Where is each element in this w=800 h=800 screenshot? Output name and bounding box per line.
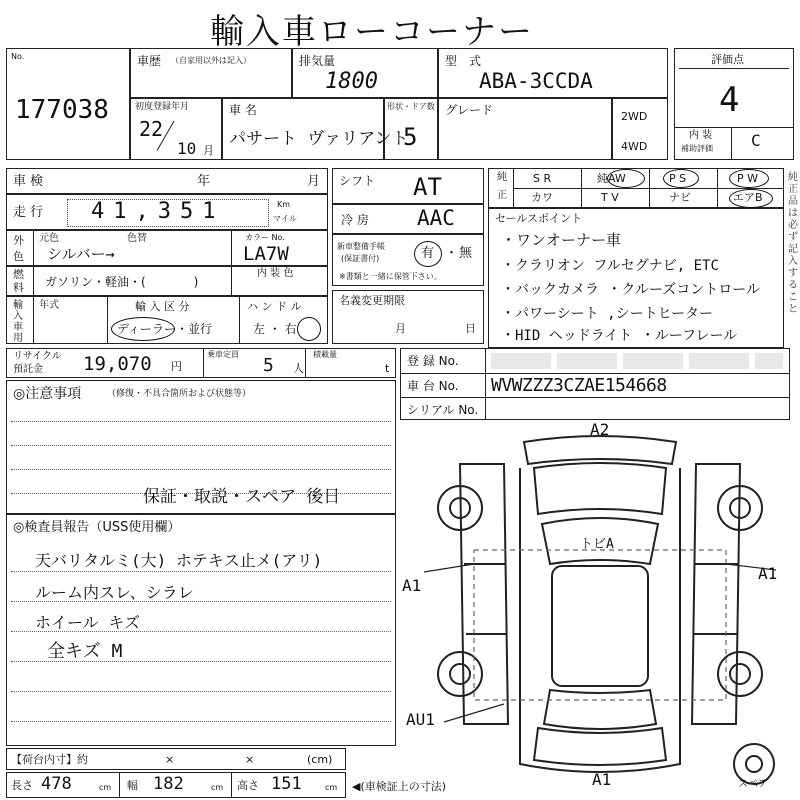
inspection-label: 車 検 (13, 174, 44, 189)
chassis-label: 車 台 No. (407, 379, 459, 393)
height-value: 151 (271, 774, 302, 794)
rating-value: 4 (719, 80, 740, 120)
first-reg-box (130, 98, 222, 160)
color-box (6, 230, 328, 266)
import-class-label: 輸 入 区 分 (135, 300, 190, 313)
cargo-unit: (cm) (307, 753, 333, 766)
equipment-box (488, 168, 784, 208)
cargo-box (6, 748, 346, 770)
inspection-year: 年 (197, 174, 211, 189)
color-value: シルバー→ (47, 245, 115, 263)
grade-label: グレード (445, 103, 494, 117)
notes-text: 保証・取説・スペア 後日 (143, 487, 341, 507)
inspector-line-1: 天バリタルミ(大) ホテキス止メ(アリ) (35, 551, 323, 570)
equip-ps: P S (669, 172, 687, 185)
side-note: 純正品は必ず記入すること (788, 172, 798, 315)
registration-label: 登 録 No. (407, 354, 459, 368)
dims-note: ◀(車検証上の寸法) (352, 780, 447, 793)
import-handle-value: 左 ・ 右 (253, 322, 297, 336)
sales-point-3: ・バックカメラ ・クルーズコントロール (501, 282, 761, 298)
shape-box (384, 98, 438, 160)
equip-sr: S R (533, 172, 552, 185)
notes-box (6, 380, 396, 514)
capacity-value: 5 (263, 355, 274, 376)
color-outer-1: 外 (13, 234, 24, 247)
mark-rear-left: AU1 (406, 710, 435, 729)
color-original-label: 元色 (39, 233, 59, 244)
drive-2wd: 2WD (621, 110, 648, 123)
first-reg-month: 10 (177, 139, 197, 158)
car-name-label: 車 名 (229, 103, 257, 117)
inspector-line-4: 全キズ M (47, 641, 123, 662)
length-label: 長さ (11, 779, 33, 792)
inspection-box (6, 168, 328, 194)
registration-masked (491, 353, 783, 369)
inspector-box (6, 514, 396, 746)
circle-dealer (111, 317, 175, 341)
name-change-label: 名義変更期限 (339, 294, 405, 307)
name-change-box (332, 290, 484, 344)
capacity-unit: 人 (293, 362, 304, 375)
color-code-value: LA7W (243, 243, 289, 265)
rating-box (674, 48, 794, 160)
name-change-day: 日 (465, 322, 476, 335)
sales-points-label: セールスポイント (495, 212, 583, 225)
model-value: ABA-3CCDA (479, 69, 593, 93)
mileage-label: 走 行 (13, 205, 44, 220)
rating-label: 評価点 (711, 53, 744, 66)
equip-airbag: エアB (733, 191, 763, 204)
import-year-label: 年式 (39, 300, 59, 311)
mileage-box (6, 194, 328, 230)
width-unit: cm (211, 783, 224, 792)
fuel-label-2: 料 (13, 281, 24, 294)
interior-label-1: 内 装 (689, 130, 713, 141)
inspector-label: ◎検査員報告（USS使用欄） (13, 520, 181, 535)
recycle-box (6, 348, 396, 378)
drive-4wd: 4WD (621, 140, 648, 153)
chassis-value: WVWZZZ3CZAE154668 (491, 375, 667, 396)
import-class-value: ディーラー・並行 (117, 322, 213, 336)
first-reg-label: 初度登録年月 (135, 102, 190, 112)
import-box (6, 296, 328, 344)
capacity-label: 乗車定員 (207, 350, 239, 359)
height-unit: cm (325, 783, 338, 792)
fuel-box (6, 266, 328, 296)
height-label: 高さ (237, 779, 259, 792)
drive-box (612, 98, 668, 160)
no-value: 177038 (15, 95, 109, 125)
car-diagram (404, 420, 796, 794)
model-box (438, 48, 668, 98)
page-title: 輸入車ローコーナー (210, 12, 534, 52)
history-label: 車歴 (137, 54, 162, 68)
sales-points-box (488, 208, 784, 348)
shape-label: 形状・ドア数 (387, 102, 435, 111)
circle-pw (729, 169, 769, 188)
maintenance-sep: ・ (445, 246, 459, 261)
recycle-label-2: 預託金 (13, 364, 43, 375)
width-value: 182 (153, 774, 184, 794)
shift-label: シフト (339, 174, 376, 188)
shape-value: 5 (403, 123, 418, 151)
circle-maintenance-yes (414, 241, 442, 267)
shift-box (332, 168, 484, 204)
aircon-box (332, 204, 484, 234)
grade-box (438, 98, 612, 160)
mark-spare: スペア (738, 779, 768, 790)
registration-box (400, 348, 790, 420)
import-handle-label: ハ ン ド ル (247, 300, 302, 313)
length-unit: cm (99, 783, 112, 792)
color-outer-2: 色 (13, 250, 24, 263)
mileage-value: 41,351 (91, 199, 225, 224)
aircon-label: 冷 房 (341, 213, 369, 227)
fuel-value: ガソリン・軽油・( ) (45, 275, 199, 289)
equip-leather: カワ (531, 191, 553, 204)
name-change-month: 月 (395, 322, 406, 335)
sales-point-5: ・HID ヘッドライト ・ルーフレール (501, 328, 738, 344)
circle-aw (607, 169, 645, 188)
equipment-label-2: 正 (497, 190, 507, 201)
dims-box (6, 772, 346, 798)
circle-right-handle (297, 317, 321, 341)
displacement-box (292, 48, 438, 98)
maintenance-label-2: (保証書付) (341, 254, 380, 263)
mileage-unit-mile: マイル (273, 214, 297, 223)
interior-color-label: 内 装 色 (257, 268, 294, 279)
cargo-x1: × (165, 753, 175, 766)
mark-bottom: A1 (592, 770, 612, 789)
car-name-value: パサート ヴァリアント (229, 129, 409, 149)
displacement-label: 排気量 (299, 54, 336, 68)
mileage-unit-km: Km (277, 200, 291, 209)
circle-ps (663, 169, 699, 188)
cargo-label: 【荷台内寸】約 (11, 753, 88, 766)
maintenance-note: ※書類と一緒に保管下さい。 (339, 272, 442, 281)
length-value: 478 (41, 774, 72, 794)
history-box (130, 48, 292, 98)
width-label: 幅 (127, 779, 138, 792)
history-note: （自家用以外は記入） (171, 56, 251, 65)
interior-label-2: 補助評価 (681, 144, 713, 153)
recycle-value: 19,070 (83, 353, 152, 375)
fuel-label-1: 燃 (13, 268, 24, 281)
circle-airbag (729, 189, 773, 208)
equipment-label-1: 純 (497, 172, 507, 183)
inspector-line-2: ルーム内スレ、シラレ (35, 583, 194, 602)
cargo-x2: × (245, 753, 255, 766)
first-reg-month-unit: 月 (203, 144, 214, 157)
maintenance-label-1: 新車整備手帳 (337, 242, 385, 251)
notes-label: ◎注意事項 (13, 386, 82, 402)
aircon-value: AAC (417, 206, 455, 230)
import-side-label: 輸入車用 (13, 300, 23, 344)
load-label: 積載量 (313, 350, 337, 359)
inspection-month: 月 (307, 174, 321, 189)
equip-tv: T V (601, 191, 619, 204)
equip-navi: ナビ (669, 191, 691, 204)
serial-label: シリアル No. (407, 403, 479, 417)
notes-sub: （修復・不具合箇所および状態等） (107, 389, 252, 399)
no-box (6, 48, 130, 160)
color-code-label: カラー No. (245, 233, 285, 242)
inspector-line-3: ホイール キズ (35, 613, 140, 632)
equip-aw: 純AW (597, 172, 626, 185)
displacement-value: 1800 (325, 69, 378, 94)
recycle-unit: 円 (171, 360, 182, 373)
load-unit: t (385, 362, 390, 375)
color-change-label: 色替 (127, 233, 147, 244)
maintenance-yes: 有 (421, 246, 435, 261)
mark-left: A1 (402, 576, 422, 595)
mark-roof: トビA (580, 537, 614, 552)
no-label: No. (11, 52, 25, 61)
equip-pw: P W (737, 172, 759, 185)
maintenance-box (332, 234, 484, 286)
car-name-box (222, 98, 409, 160)
interior-value: C (751, 131, 761, 150)
model-label: 型 式 (445, 54, 482, 68)
sales-point-4: ・パワーシート ,シートヒーター (501, 306, 714, 322)
mark-top: A2 (590, 420, 610, 439)
sales-point-2: ・クラリオン フルセグナビ, ETC (501, 258, 719, 274)
first-reg-year: 22 (139, 117, 164, 141)
mark-right: A1 (758, 564, 778, 583)
maintenance-no: 無 (459, 246, 473, 261)
shift-value: AT (413, 173, 442, 201)
recycle-label-1: リサイクル (13, 351, 62, 362)
sales-point-1: ・ワンオーナー車 (501, 231, 622, 249)
